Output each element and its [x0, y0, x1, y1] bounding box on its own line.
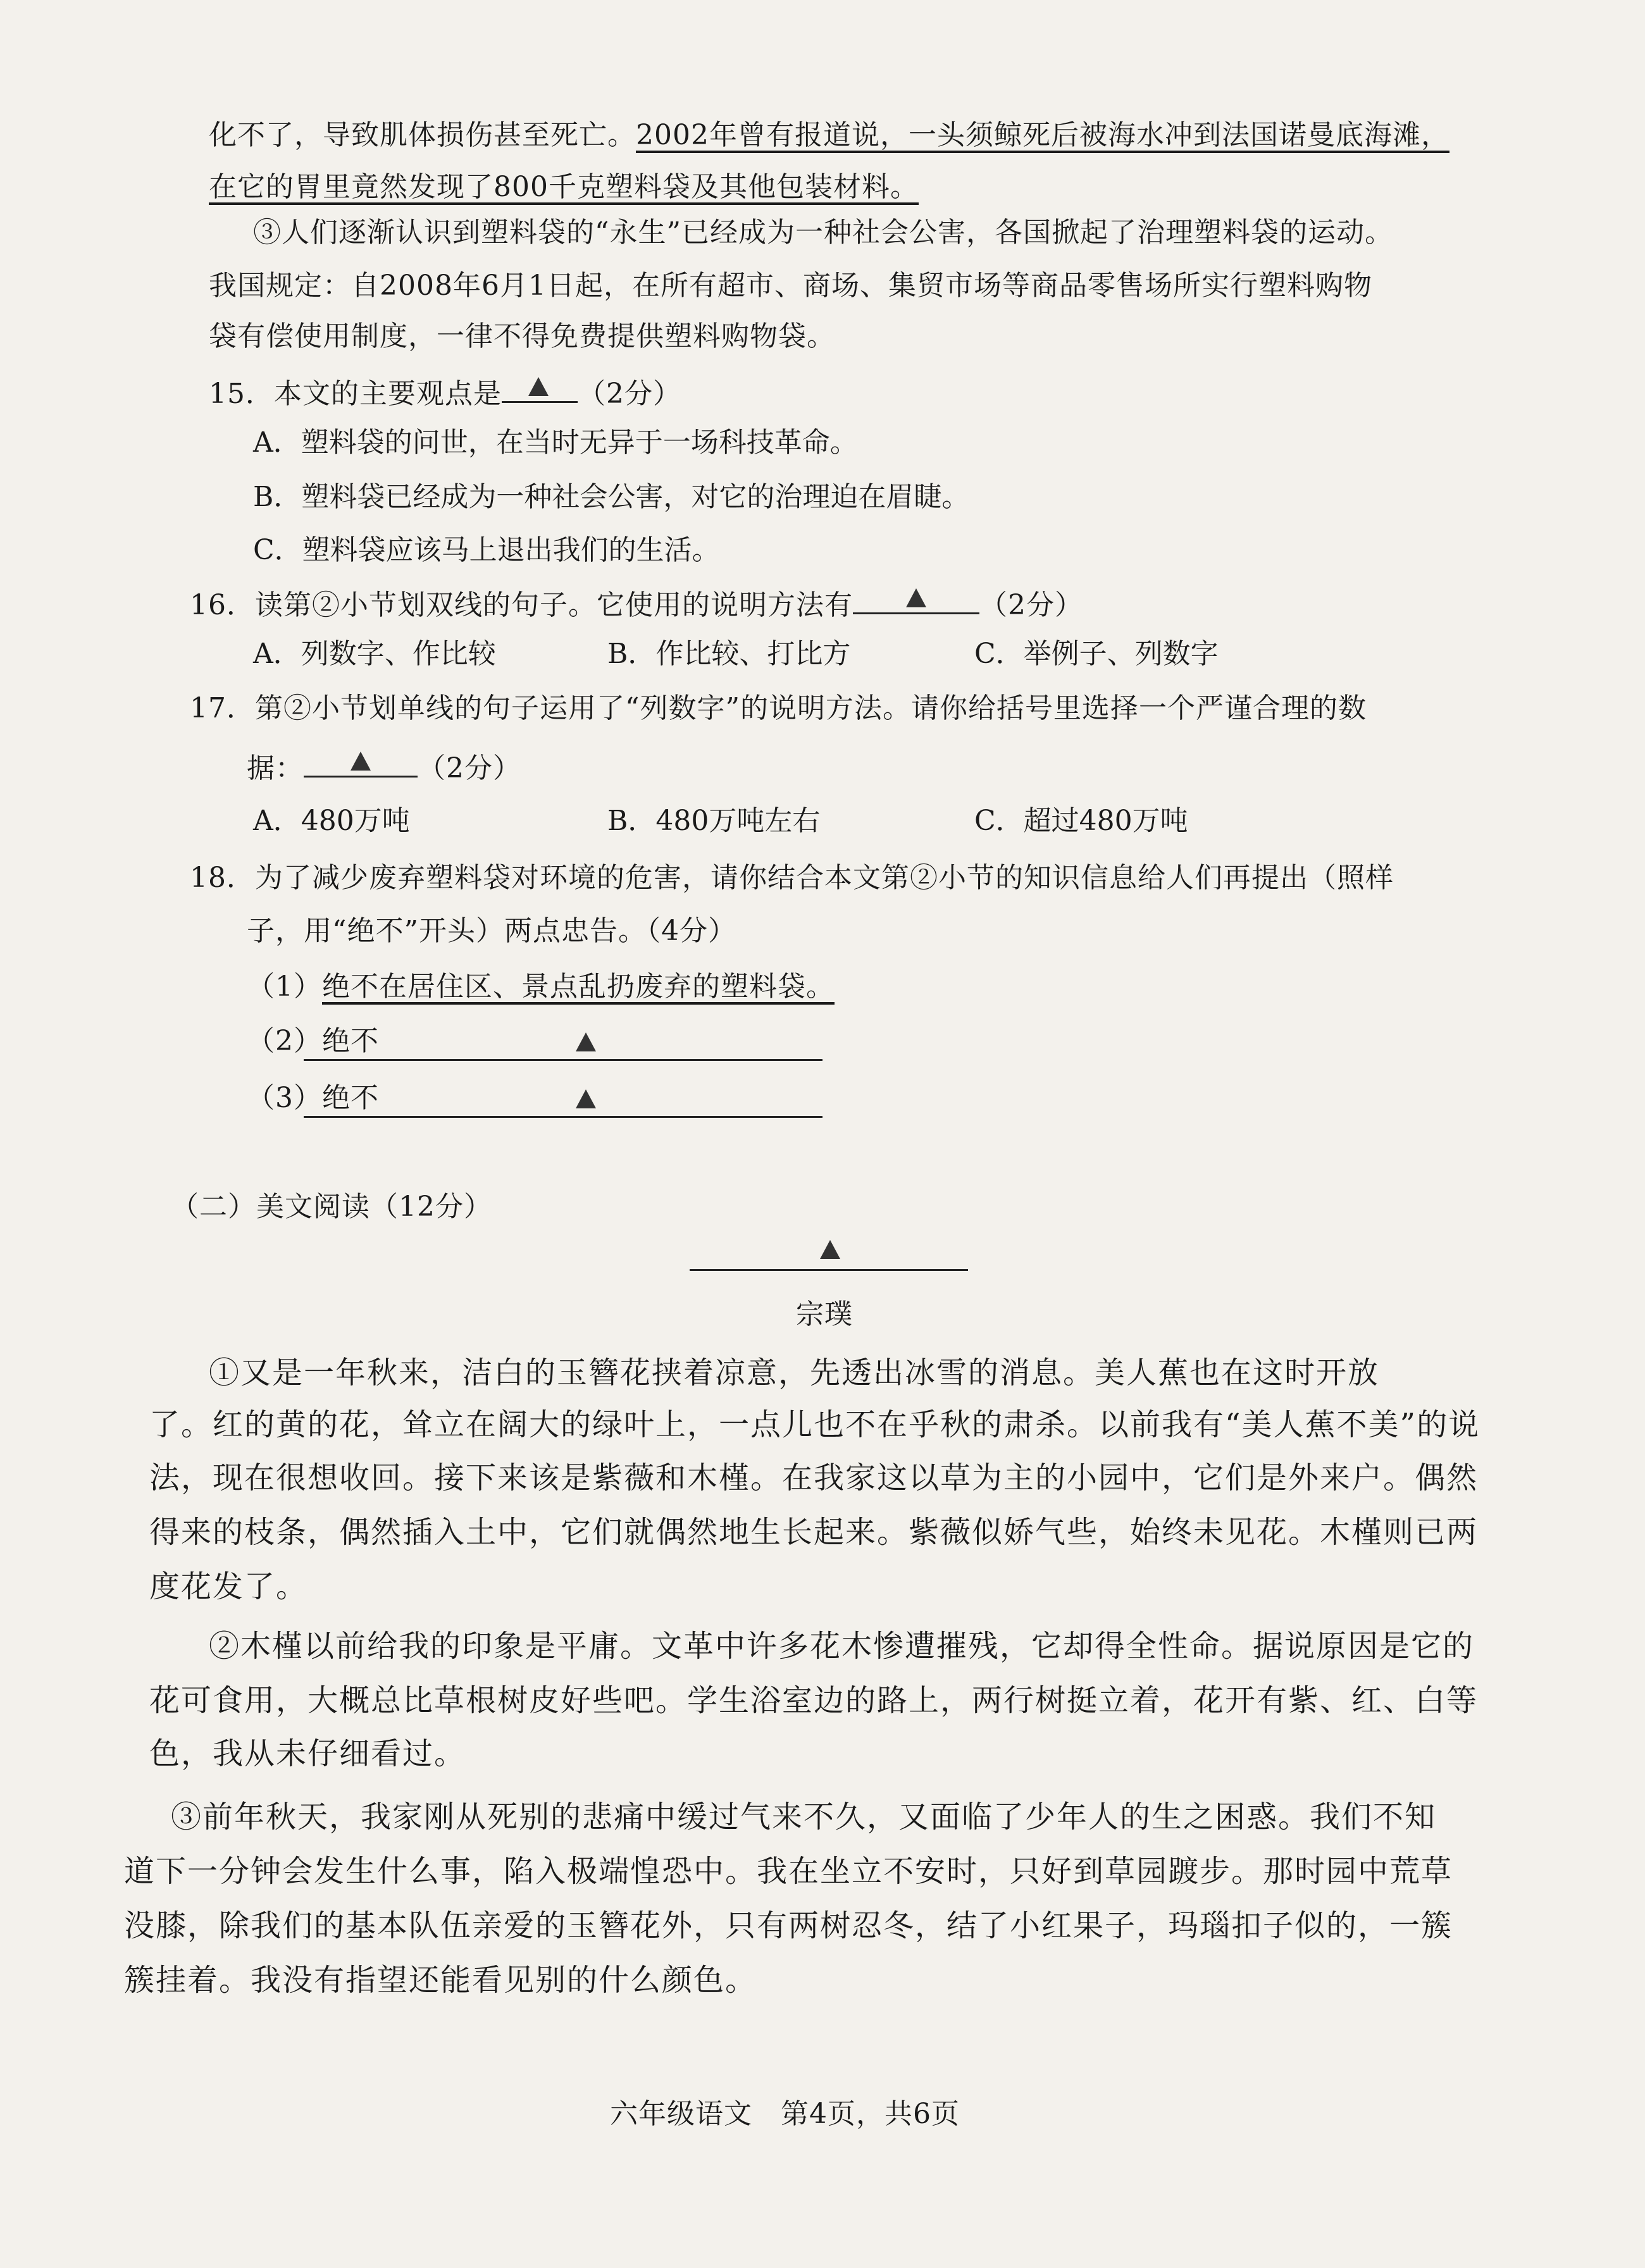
single-underlined-sentence-part-2: 在它的胃里竟然发现了800千克塑料袋及其他包装材料。: [209, 171, 919, 203]
answer-marker-icon: [351, 752, 371, 771]
answer-marker-icon: [906, 588, 926, 607]
answer-marker-icon: [576, 1089, 596, 1108]
question-15-option-a: A．塑料袋的问世，在当时无异于一场科技革命。: [253, 426, 858, 459]
question-18-item-2: [247, 1024, 379, 1059]
question-16: [190, 585, 1083, 623]
question-17-answer-blank[interactable]: [304, 748, 418, 778]
answer-line-3[interactable]: [304, 1116, 822, 1118]
passage-para3-line1: ③人们逐渐认识到塑料袋的“永生”已经成为一种社会公害，各国掀起了治理塑料袋的运动。: [253, 216, 1393, 249]
question-16-option-b: B．作比较、打比方: [607, 638, 851, 670]
question-17-option-b: B．480万吨左右: [607, 805, 821, 837]
question-17-option-a: A．480万吨: [253, 805, 410, 837]
question-17-score: （2分）: [418, 752, 521, 784]
question-18-item-1: [247, 969, 835, 1005]
question-17-line2: [247, 748, 521, 786]
example-answer: 绝不在居住区、景点乱扔废弃的塑料袋。: [322, 970, 835, 1003]
question-15: [209, 373, 681, 412]
item-number: （1）: [247, 970, 322, 1003]
essay-p2-line2: 花可食用，大概总比草根树皮好些吧。学生浴室边的路上，两行树挺立着，花开有紫、红、白等: [149, 1683, 1479, 1718]
passage-line-1: [209, 118, 1449, 153]
essay-author: 宗璞: [796, 1298, 853, 1330]
question-16-score: （2分）: [979, 589, 1083, 621]
question-16-option-c: C．举例子、列数字: [974, 638, 1219, 670]
item-number: （2）: [247, 1025, 322, 1057]
answer-prefix: 绝不: [322, 1025, 379, 1057]
question-17-stem: 17．第②小节划单线的句子运用了“列数字”的说明方法。请你给括号里选择一个严谨合理的数: [190, 692, 1367, 724]
question-15-stem: 15．本文的主要观点是: [209, 378, 502, 410]
question-16-answer-blank[interactable]: [853, 585, 979, 614]
question-18-stem-cont: 子，用“绝不”开头）两点忠告。（4分）: [247, 915, 736, 947]
single-underlined-sentence-part-1: 2002年曾有报道说，一头须鲸死后被海水冲到法国诺曼底海滩，: [636, 119, 1449, 151]
essay-p2-line3: 色，我从未仔细看过。: [149, 1736, 466, 1771]
question-16-stem: 16．读第②小节划双线的句子。它使用的说明方法有: [190, 589, 853, 621]
essay-p3-line3: 没膝，除我们的基本队伍亲爱的玉簪花外，只有两树忍冬，结了小红果子，玛瑙扣子似的，一簇: [124, 1908, 1453, 1943]
essay-p3-line4: 簇挂着。我没有指望还能看见别的什么颜色。: [124, 1962, 757, 1998]
section-heading: （二）美文阅读（12分）: [171, 1191, 492, 1223]
passage-line-2: [209, 170, 919, 205]
essay-p1-line2: 了。红的黄的花，耸立在阔大的绿叶上，一点儿也不在乎秋的肃杀。以前我有“美人蕉不美”的说: [149, 1407, 1480, 1442]
item-number: （3）: [247, 1082, 322, 1114]
essay-p3-line1: ③前年秋天，我家刚从死别的悲痛中缓过气来不久，又面临了少年人的生之困惑。我们不知: [171, 1799, 1437, 1835]
question-15-option-c: C．塑料袋应该马上退出我们的生活。: [253, 534, 720, 566]
essay-title-blank[interactable]: [690, 1269, 968, 1271]
question-15-answer-blank[interactable]: [502, 373, 578, 403]
question-18-item-3: [247, 1081, 379, 1116]
answer-marker-icon: [528, 377, 549, 396]
essay-p1-line5: 度花发了。: [149, 1569, 308, 1604]
essay-p1-line4: 得来的枝条，偶然插入土中，它们就偶然地生长起来。紫薇似娇气些，始终未见花。木槿则已两: [149, 1515, 1479, 1550]
passage-para3-line2: 我国规定：自2008年6月1日起，在所有超市、商场、集贸市场等商品零售场所实行塑料购物: [209, 270, 1372, 302]
title-answer-marker-icon: [820, 1240, 840, 1259]
essay-p2-line1: ②木槿以前给我的印象是平庸。文革中许多花木惨遭摧残，它却得全性命。据说原因是它的: [209, 1628, 1475, 1664]
question-16-option-a: A．列数字、作比较: [253, 638, 496, 670]
question-17-option-c: C．超过480万吨: [974, 805, 1188, 837]
question-15-option-b: B．塑料袋已经成为一种社会公害，对它的治理迫在眉睫。: [253, 481, 970, 513]
question-15-score: （2分）: [578, 378, 681, 410]
answer-prefix: 绝不: [322, 1082, 379, 1114]
answer-marker-icon: [576, 1032, 596, 1051]
page-footer: 六年级语文 第4页，共6页: [610, 2098, 960, 2130]
essay-p1-line3: 法，现在很想收回。接下来该是紫薇和木槿。在我家这以草为主的小园中，它们是外来户。偶然: [149, 1460, 1479, 1496]
passage-text: 化不了，导致肌体损伤甚至死亡。: [209, 119, 636, 151]
passage-para3-line3: 袋有偿使用制度，一律不得免费提供塑料购物袋。: [209, 320, 835, 352]
essay-p1-line1: ①又是一年秋来，洁白的玉簪花挟着凉意，先透出冰雪的消息。美人蕉也在这时开放: [209, 1355, 1380, 1391]
question-17-stem-cont: 据：: [247, 752, 304, 784]
answer-line-2[interactable]: [304, 1059, 822, 1061]
question-18-stem: 18．为了减少废弃塑料袋对环境的危害，请你结合本文第②小节的知识信息给人们再提出（照样: [190, 862, 1394, 894]
essay-p3-line2: 道下一分钟会发生什么事，陷入极端惶恐中。我在坐立不安时，只好到草园踱步。那时园中荒草: [124, 1854, 1453, 1889]
